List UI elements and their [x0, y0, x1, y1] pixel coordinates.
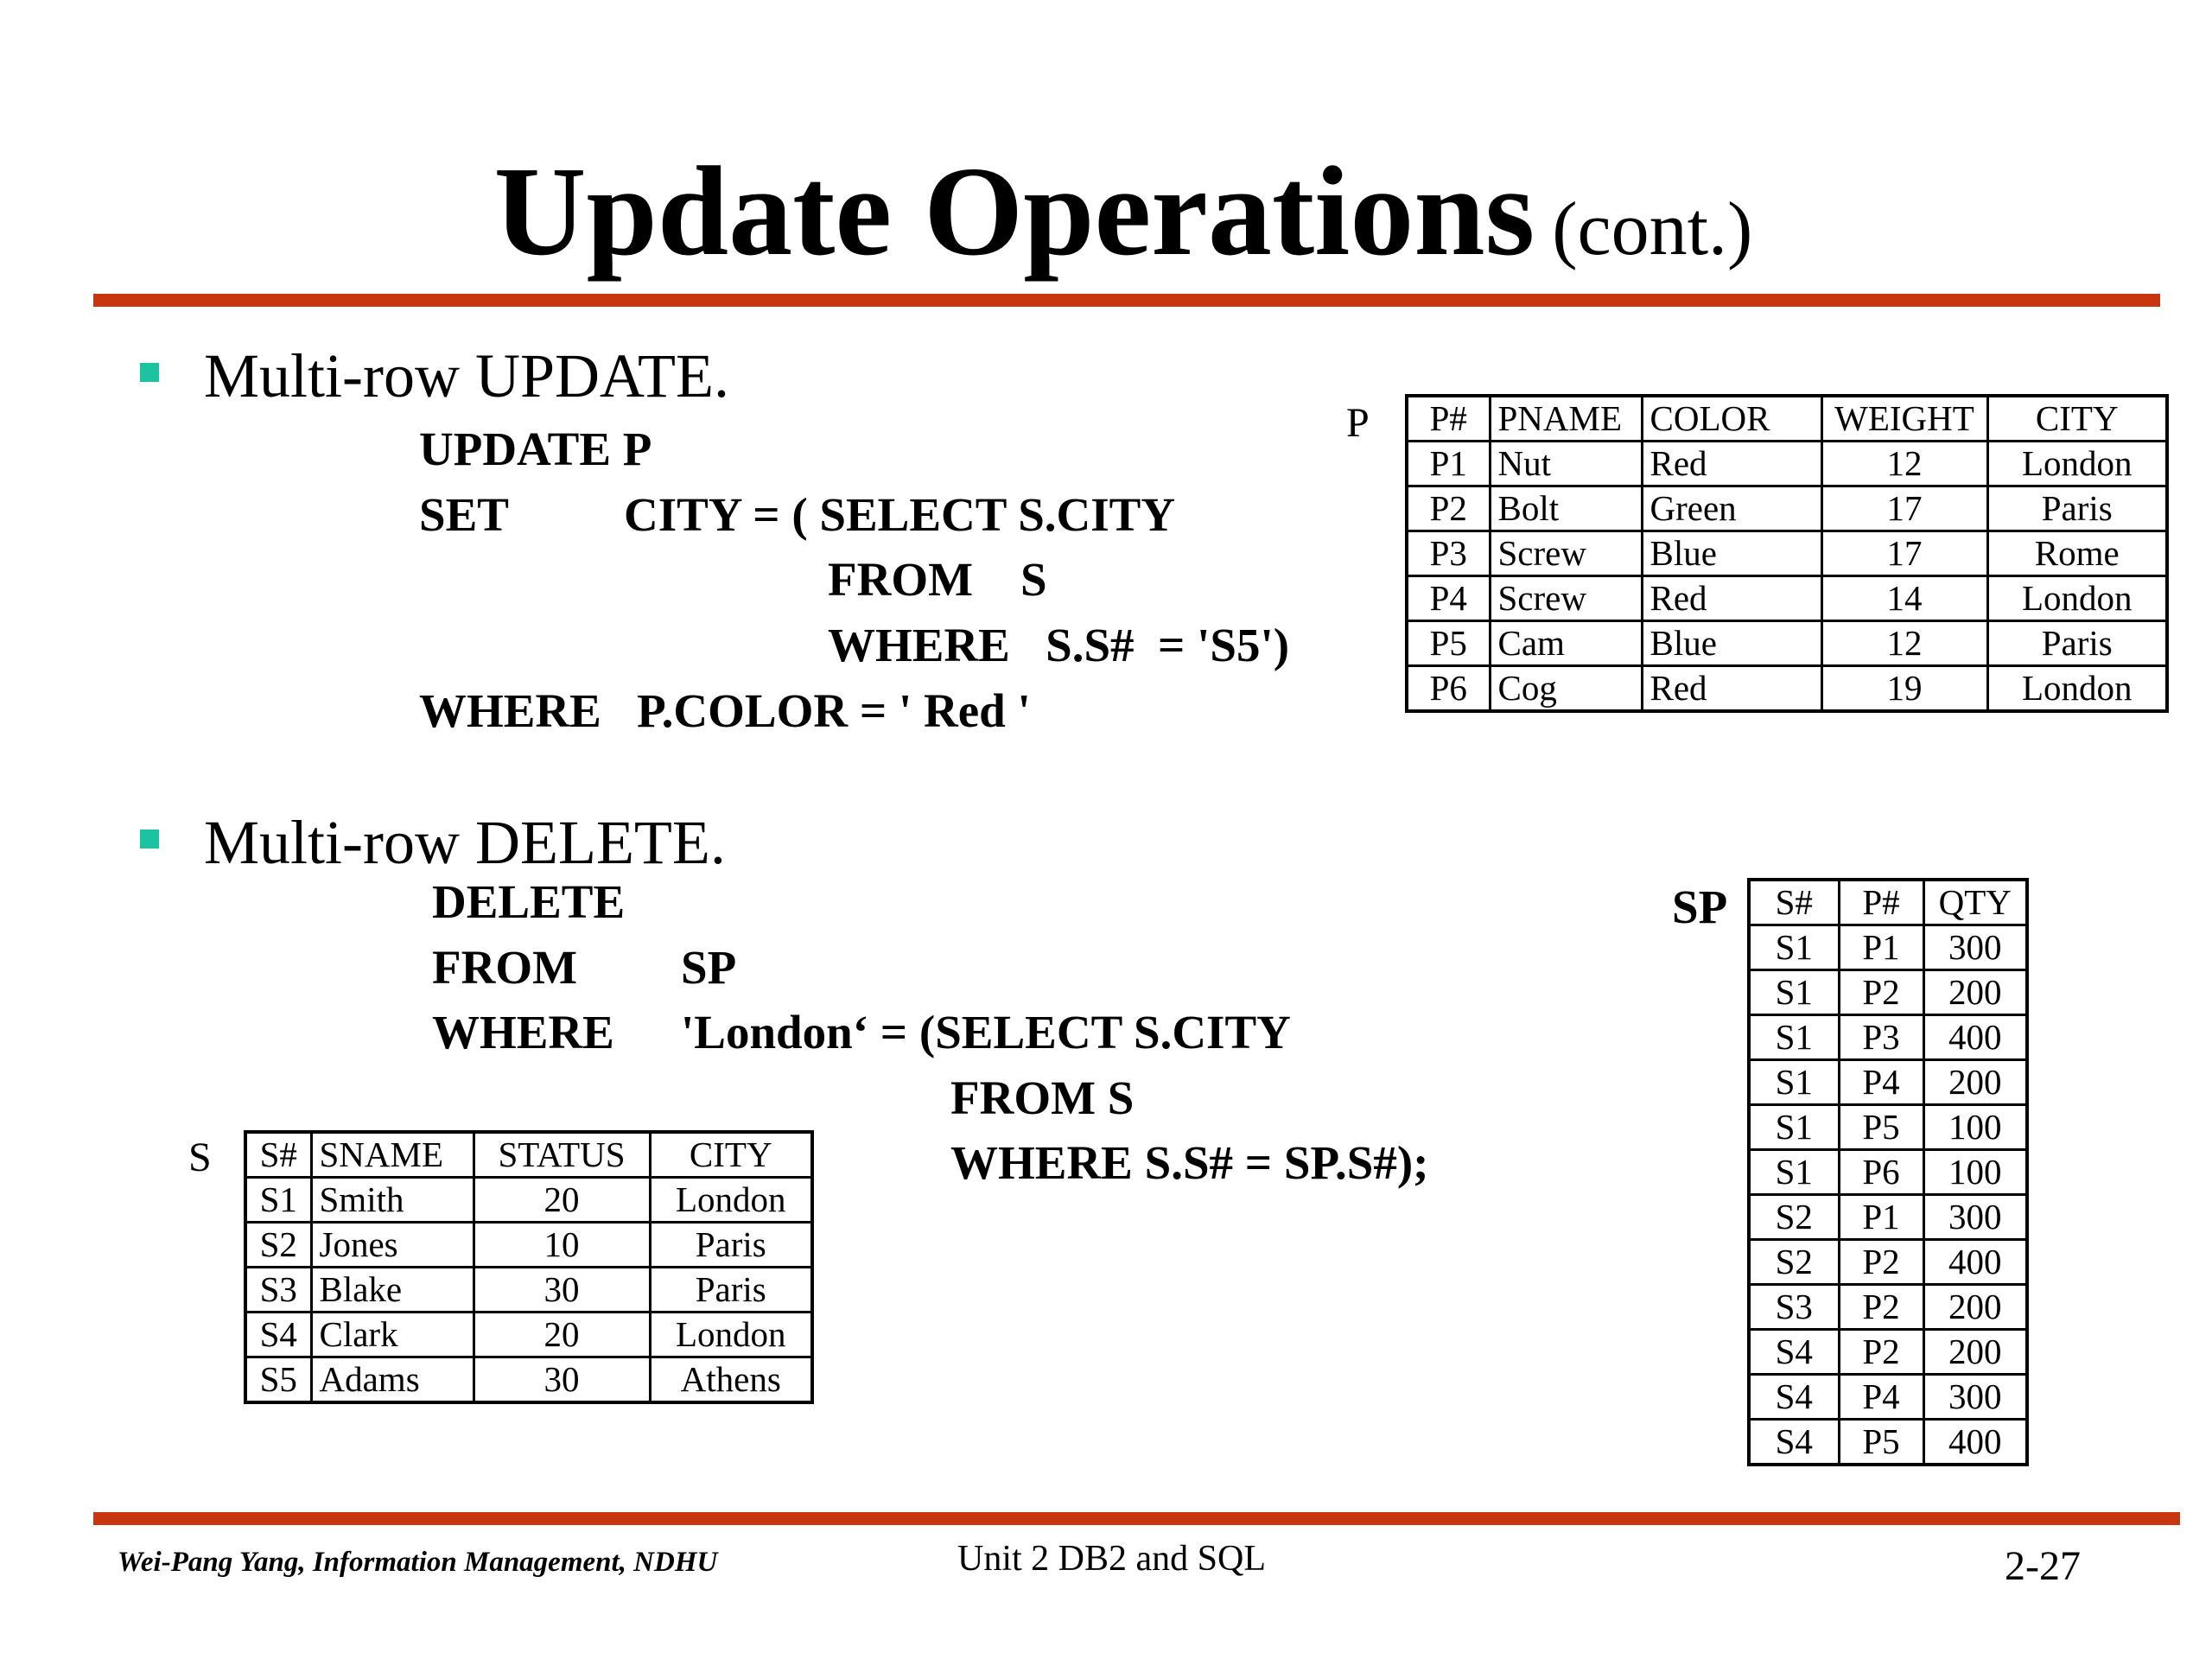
- table-cell: Paris: [650, 1223, 812, 1268]
- table-cell: S5: [245, 1357, 311, 1403]
- table-cell: Blue: [1642, 531, 1821, 576]
- table-cell: 400: [1923, 1420, 2027, 1465]
- table-cell: Paris: [1987, 486, 2167, 531]
- column-header: STATUS: [474, 1132, 650, 1178]
- table-cell: S4: [1749, 1420, 1839, 1465]
- table-cell: London: [1987, 576, 2167, 621]
- table-p-label: P: [1346, 400, 1370, 446]
- table-header-row: [1749, 880, 2027, 925]
- table-cell: 17: [1821, 486, 1987, 531]
- table-cell: Smith: [311, 1178, 474, 1223]
- table-cell: 30: [474, 1268, 650, 1313]
- bullet-icon: [140, 363, 159, 382]
- table-cell: London: [650, 1178, 812, 1223]
- table-cell: 100: [1923, 1150, 2027, 1195]
- table-row: [1749, 1015, 2027, 1060]
- table-cell: Blue: [1642, 621, 1821, 666]
- column-header: PNAME: [1490, 396, 1642, 442]
- table-cell: 400: [1923, 1015, 2027, 1060]
- table-row: [245, 1313, 812, 1357]
- table-cell: P6: [1839, 1150, 1923, 1195]
- table-cell: P4: [1839, 1375, 1923, 1420]
- table-cell: 200: [1923, 1060, 2027, 1105]
- column-header: WEIGHT: [1821, 396, 1987, 442]
- table-cell: 14: [1821, 576, 1987, 621]
- table-cell: P1: [1839, 925, 1923, 970]
- delete-heading: Multi-row DELETE.: [204, 808, 726, 877]
- table-row: [1407, 621, 2167, 666]
- table-cell: P2: [1839, 1285, 1923, 1330]
- footer-page-number: 2-27: [2005, 1543, 2081, 1589]
- table-row: [245, 1357, 812, 1403]
- table-cell: S3: [1749, 1285, 1839, 1330]
- table-row: [1749, 1375, 2027, 1420]
- delete-sql-line-3-keyword: WHERE: [432, 1006, 614, 1058]
- table-header-row: [245, 1132, 812, 1178]
- slide-title-main: Update Operations: [493, 141, 1535, 283]
- update-sql-line-3: FROM S: [828, 553, 1047, 606]
- table-cell: S2: [245, 1223, 311, 1268]
- table-cell: P4: [1407, 576, 1490, 621]
- delete-sql-line-1: DELETE: [432, 875, 626, 928]
- table-cell: London: [1987, 442, 2167, 486]
- table-sp: [1747, 878, 2029, 1466]
- column-header: P#: [1839, 880, 1923, 925]
- footer-author: Wei-Pang Yang, Information Management, NDHU: [118, 1547, 718, 1578]
- table-cell: Green: [1642, 486, 1821, 531]
- update-sql-line-2-keyword: SET: [419, 488, 509, 541]
- table-cell: S2: [1749, 1195, 1839, 1240]
- table-row: [1749, 970, 2027, 1015]
- table-cell: P5: [1839, 1105, 1923, 1150]
- table-cell: 300: [1923, 925, 2027, 970]
- table-cell: Nut: [1490, 442, 1642, 486]
- table-cell: 200: [1923, 1330, 2027, 1375]
- table-cell: S2: [1749, 1240, 1839, 1285]
- table-row: [1749, 1330, 2027, 1375]
- table-cell: S4: [1749, 1375, 1839, 1420]
- table-cell: Clark: [311, 1313, 474, 1357]
- table-cell: 400: [1923, 1240, 2027, 1285]
- delete-sql-line-2-keyword: FROM: [432, 941, 578, 994]
- table-p: [1405, 394, 2169, 713]
- column-header: S#: [245, 1132, 311, 1178]
- footer-unit: Unit 2 DB2 and SQL: [957, 1539, 1266, 1579]
- delete-sql-line-4: FROM S: [950, 1071, 1135, 1124]
- table-cell: Paris: [650, 1268, 812, 1313]
- table-cell: S4: [1749, 1330, 1839, 1375]
- table-cell: Cam: [1490, 621, 1642, 666]
- table-cell: P5: [1407, 621, 1490, 666]
- table-sp-label: SP: [1672, 880, 1728, 933]
- table-cell: Red: [1642, 666, 1821, 712]
- table-cell: Jones: [311, 1223, 474, 1268]
- table-row: [1407, 486, 2167, 531]
- table-cell: London: [650, 1313, 812, 1357]
- delete-sql-line-3: 'London‘ = (SELECT S.CITY: [681, 1006, 1291, 1058]
- table-cell: S1: [1749, 925, 1839, 970]
- column-header: COLOR: [1642, 396, 1821, 442]
- table-cell: P1: [1407, 442, 1490, 486]
- table-cell: Red: [1642, 442, 1821, 486]
- table-row: [1749, 1105, 2027, 1150]
- footer-divider: [93, 1512, 2180, 1525]
- table-cell: Cog: [1490, 666, 1642, 712]
- update-heading: Multi-row UPDATE.: [204, 341, 729, 410]
- table-row: [1749, 1420, 2027, 1465]
- table-cell: 17: [1821, 531, 1987, 576]
- delete-sql-line-2: SP: [681, 941, 737, 994]
- table-cell: P2: [1407, 486, 1490, 531]
- table-row: [1749, 1150, 2027, 1195]
- table-cell: S3: [245, 1268, 311, 1313]
- table-row: [1749, 1285, 2027, 1330]
- table-cell: S1: [1749, 970, 1839, 1015]
- table-s: [244, 1130, 814, 1404]
- table-cell: London: [1987, 666, 2167, 712]
- table-row: [1407, 531, 2167, 576]
- table-cell: Athens: [650, 1357, 812, 1403]
- table-cell: S1: [1749, 1060, 1839, 1105]
- table-cell: S1: [245, 1178, 311, 1223]
- table-cell: 19: [1821, 666, 1987, 712]
- table-row: [245, 1268, 812, 1313]
- table-cell: 300: [1923, 1375, 2027, 1420]
- table-cell: 200: [1923, 970, 2027, 1015]
- table-cell: Screw: [1490, 576, 1642, 621]
- table-cell: 20: [474, 1313, 650, 1357]
- table-cell: P2: [1839, 1240, 1923, 1285]
- update-sql-line-1: UPDATE P: [419, 423, 652, 475]
- table-cell: Paris: [1987, 621, 2167, 666]
- table-row: [1749, 925, 2027, 970]
- table-cell: P4: [1839, 1060, 1923, 1105]
- table-header-row: [1407, 396, 2167, 442]
- update-sql-line-4: WHERE S.S# = 'S5'): [828, 619, 1290, 671]
- title-divider: [93, 294, 2160, 307]
- table-cell: 200: [1923, 1285, 2027, 1330]
- table-cell: Rome: [1987, 531, 2167, 576]
- bullet-icon: [140, 830, 159, 849]
- table-cell: S1: [1749, 1150, 1839, 1195]
- table-cell: Blake: [311, 1268, 474, 1313]
- slide-title-suffix: (cont.): [1552, 188, 1753, 271]
- table-cell: P3: [1839, 1015, 1923, 1060]
- table-cell: Screw: [1490, 531, 1642, 576]
- table-cell: S1: [1749, 1015, 1839, 1060]
- table-row: [1407, 576, 2167, 621]
- column-header: SNAME: [311, 1132, 474, 1178]
- table-cell: P2: [1839, 1330, 1923, 1375]
- table-cell: 12: [1821, 442, 1987, 486]
- table-cell: S1: [1749, 1105, 1839, 1150]
- table-cell: 100: [1923, 1105, 2027, 1150]
- table-row: [1749, 1195, 2027, 1240]
- column-header: QTY: [1923, 880, 2027, 925]
- table-cell: P3: [1407, 531, 1490, 576]
- table-cell: Red: [1642, 576, 1821, 621]
- table-cell: 300: [1923, 1195, 2027, 1240]
- table-cell: P1: [1839, 1195, 1923, 1240]
- table-row: [1749, 1060, 2027, 1105]
- table-cell: 10: [474, 1223, 650, 1268]
- table-cell: 12: [1821, 621, 1987, 666]
- table-cell: P6: [1407, 666, 1490, 712]
- column-header: P#: [1407, 396, 1490, 442]
- table-row: [245, 1178, 812, 1223]
- table-row: [1749, 1240, 2027, 1285]
- table-cell: P5: [1839, 1420, 1923, 1465]
- table-row: [1407, 666, 2167, 712]
- table-s-label: S: [188, 1135, 212, 1180]
- update-sql-line-5: WHERE P.COLOR = ' Red ': [419, 684, 1031, 737]
- delete-sql-line-5: WHERE S.S# = SP.S#);: [950, 1136, 1429, 1189]
- table-cell: 30: [474, 1357, 650, 1403]
- update-sql-line-2: CITY = ( SELECT S.CITY: [624, 488, 1176, 541]
- column-header: S#: [1749, 880, 1839, 925]
- table-cell: Bolt: [1490, 486, 1642, 531]
- table-cell: 20: [474, 1178, 650, 1223]
- slide-title: [0, 138, 2212, 285]
- column-header: CITY: [1987, 396, 2167, 442]
- column-header: CITY: [650, 1132, 812, 1178]
- table-cell: Adams: [311, 1357, 474, 1403]
- table-cell: P2: [1839, 970, 1923, 1015]
- table-row: [245, 1223, 812, 1268]
- table-cell: S4: [245, 1313, 311, 1357]
- table-row: [1407, 442, 2167, 486]
